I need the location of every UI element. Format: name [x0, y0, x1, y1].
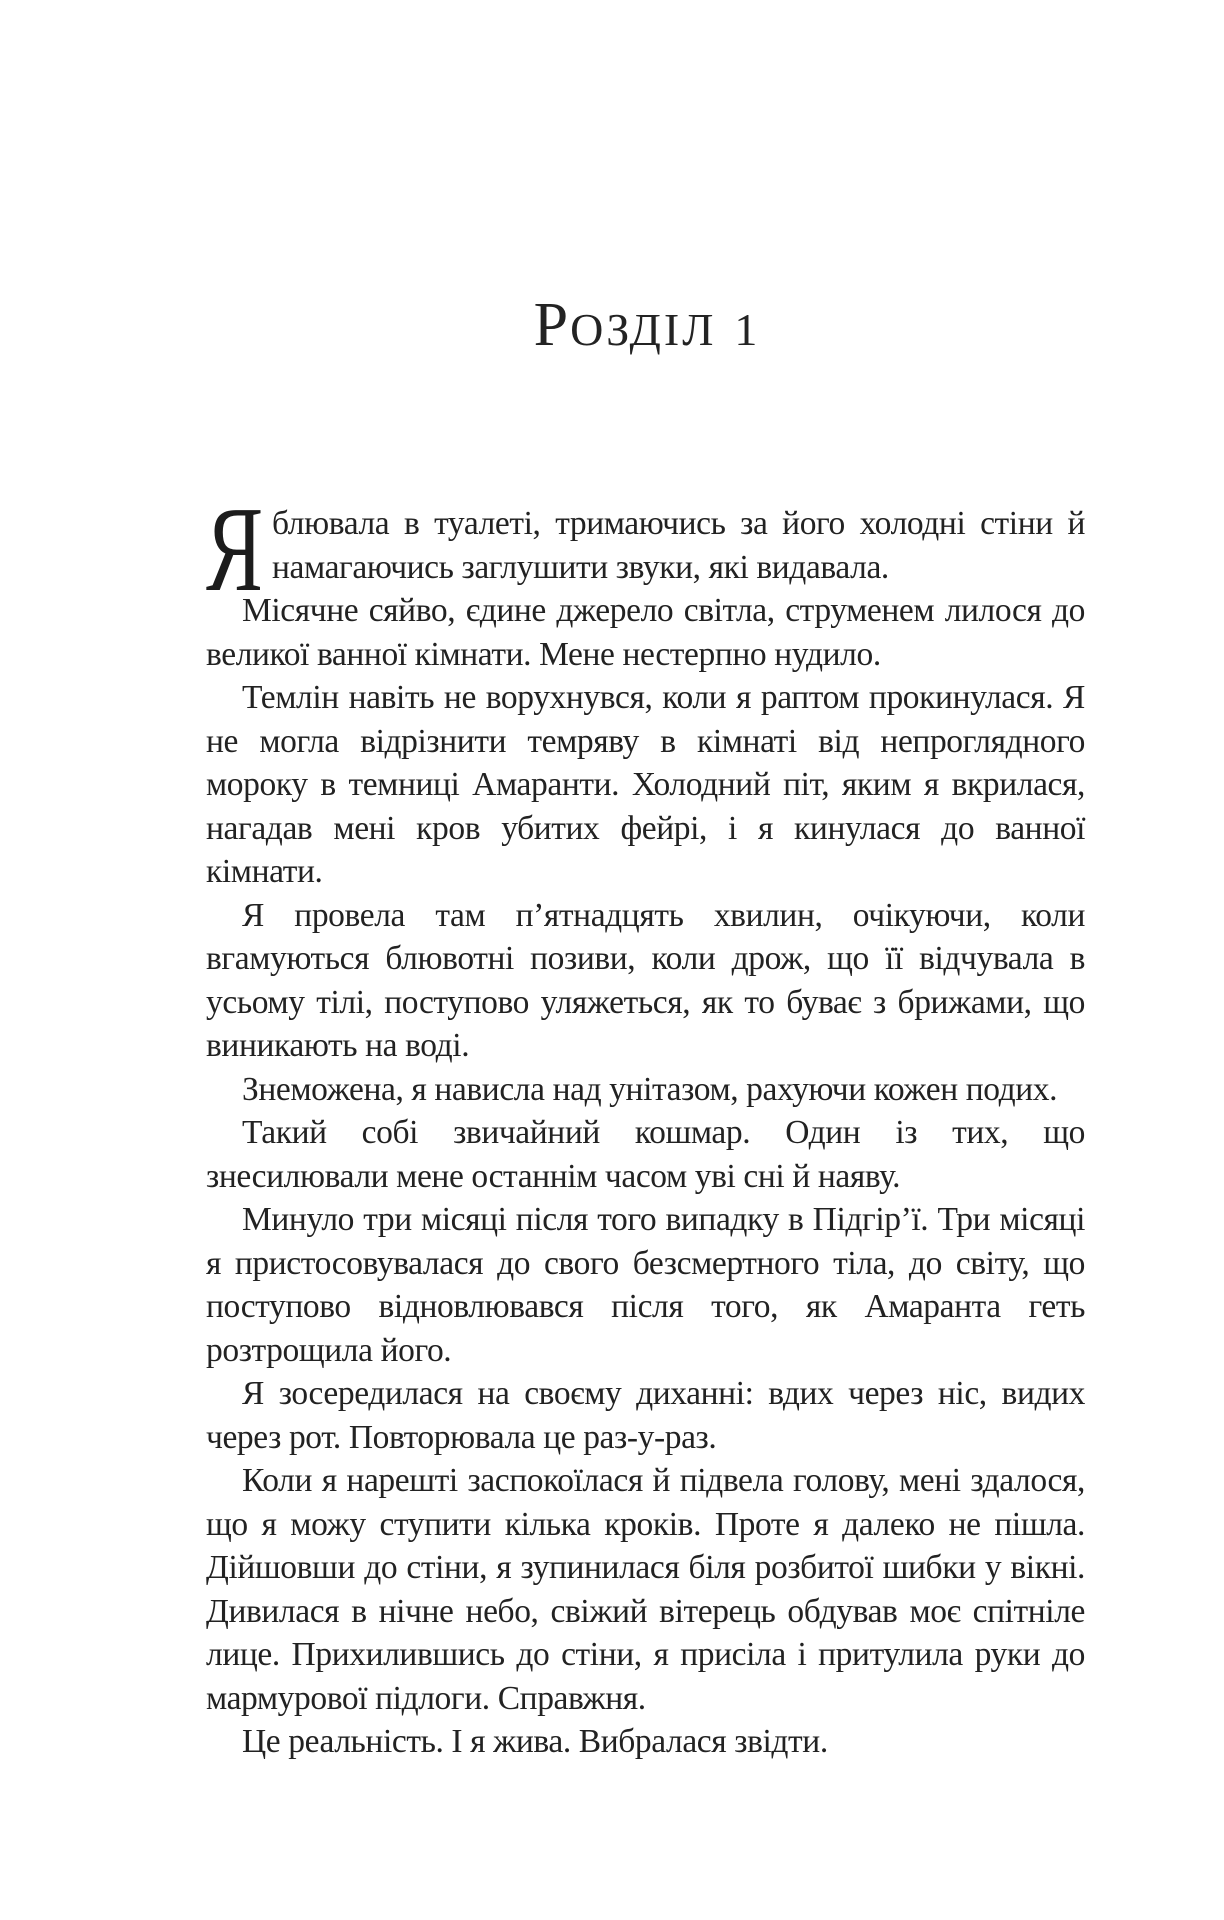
opening-paragraph	[206, 482, 1085, 617]
chapter-heading	[206, 291, 1085, 359]
body-text	[206, 482, 1085, 1764]
paragraph: Минуло три місяці після того випадку в Підгір’ї. Три місяці я пристосовувалася до свого безсмертного тіла, до світу, що поступово відновлювався після того, як Амаранта геть розтрощила його.	[206, 1201, 1085, 1369]
paragraph: Коли я нарешті заспокоїлася й підвела голову, мені здалося, що я можу ступити кілька кроків. Проте я далеко не пішла. Дійшовши до стіни, я зупинилася біля розбитої шибки у вікні. Дивилася в нічне небо, свіжий вітерець обдував моє спітніле лице. Прихилившись до стіни, я присіла і притулила руки до мармурової підлоги. Справжня.	[206, 1462, 1085, 1717]
opening-paragraph-text: блювала в туалеті, тримаючись за його холодні стіни й намагаючись заглушити звуки, які видавала.	[272, 505, 1085, 586]
paragraph: Я зосередилася на своєму диханні: вдих через ніс, видих через рот. Повторювала це раз-у-раз.	[206, 1375, 1085, 1456]
chapter-number: 1	[734, 304, 758, 355]
chapter-heading-text: ОЗДІЛ	[570, 304, 717, 355]
paragraph: Це реальність. І я жива. Вибралася звідти.	[242, 1723, 828, 1760]
chapter-heading-initial: Р	[533, 291, 571, 359]
paragraph: Знеможена, я нависла над унітазом, рахуючи кожен подих.	[242, 1070, 1058, 1108]
paragraph: Місячне сяйво, єдине джерело світла, струменем лилося до великої ванної кімнати. Мене нестерпно нудило.	[206, 592, 1085, 673]
paragraph: Темлін навіть не ворухнувся, коли я раптом прокинулася. Я не могла відрізнити темряву в кімнаті від непроглядного мороку в темниці Амаранти. Холодний піт, яким я вкрилася, нагадав мені кров убитих фейрі, і я кинулася до ванної кімнати.	[206, 679, 1085, 890]
paragraph: Такий собі звичайний кошмар. Один із тих, що знесилювали мене останнім часом уві сні й наяву.	[206, 1114, 1085, 1195]
drop-cap: Я	[206, 482, 263, 617]
paragraph: Я провела там п’ятнадцять хвилин, очікуючи, коли вгамуються блювотні позиви, коли дрож, що її відчувала в усьому тілі, поступово уляжеться, як то буває з брижами, що виникають на воді.	[206, 896, 1085, 1064]
